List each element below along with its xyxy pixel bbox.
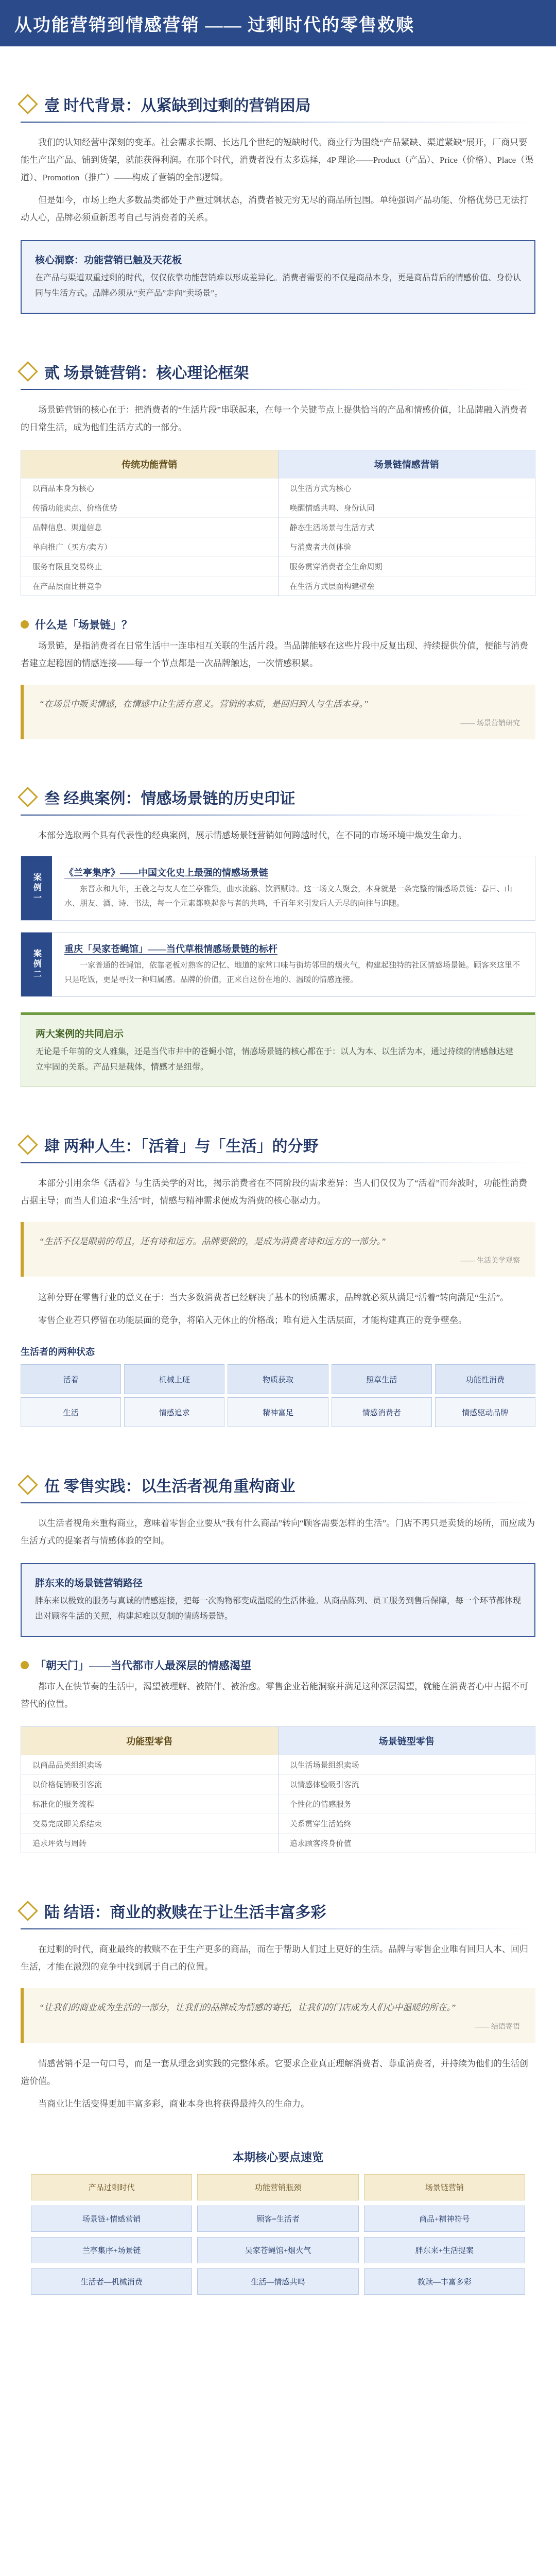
section-2-title: 贰 场景链营销：核心理论框架	[44, 365, 249, 382]
comparison-column-scene	[278, 450, 535, 596]
case-tag: 案例一	[21, 856, 52, 920]
summary-title: 两大案例的共同启示	[36, 1029, 124, 1040]
case-tag: 案例二	[21, 933, 52, 996]
list-item: 以商品品类组织卖场	[21, 1755, 278, 1774]
list-item: 以商品本身为核心	[21, 478, 278, 498]
grid-cell: 精神富足	[228, 1397, 328, 1427]
section-5	[0, 1473, 556, 1853]
callout-text: 在产品与渠道双重过剩的时代，仅仅依靠功能营销难以形成差异化。消费者需要的不仅是商品本身，更是商品背后的情感价值、身份认同与生活方式。品牌必须从“卖产品”走向“卖场景”。	[35, 274, 522, 298]
quote-source: —— 结语寄语	[475, 2023, 520, 2031]
summary-text: 无论是千年前的文人雅集，还是当代市井中的苍蝇小馆，情感场景链的核心都在于：以人为本、以生活为本，通过持续的情感触达建立牢固的关系。产品只是载体，情感才是纽带。	[36, 1047, 514, 1072]
grid-cell: 情感驱动品牌	[435, 1397, 535, 1427]
section-divider	[21, 122, 535, 123]
subheading-title: 「朝天门」——当代都市人最深层的情感渴望	[35, 1659, 251, 1672]
key-point: 救赎—丰富多彩	[364, 2268, 525, 2295]
key-points-grid	[31, 2174, 525, 2295]
list-item: 交易完成即关系结束	[21, 1814, 278, 1833]
insight-callout	[21, 240, 535, 314]
list-item: 静态生活场景与生活方式	[279, 517, 535, 537]
paragraph: 当商业让生活变得更加丰富多彩，商业本身也将获得最持久的生命力。	[38, 2099, 309, 2109]
case-card	[21, 856, 535, 921]
comparison-table	[21, 1726, 535, 1853]
case-title: 重庆「吴家苍蝇馆」——当代草根情感场景链的标杆	[64, 944, 277, 954]
section-divider	[21, 1162, 535, 1163]
section-3-title: 叁 经典案例：情感场景链的历史印证	[44, 790, 296, 807]
comparison-table	[21, 450, 535, 596]
grid-cell: 生活	[21, 1397, 121, 1427]
section-divider	[21, 815, 535, 816]
column-header: 场景链型零售	[279, 1727, 535, 1755]
section-6	[0, 1900, 556, 2113]
key-point: 商品+精神符号	[364, 2206, 525, 2232]
paragraph: 以生活者视角来重构商业，意味着零售企业要从“我有什么商品”转向“顾客需要怎样的生活”。门店不再只是卖货的场所，而应成为生活方式的提案者与情感体验的空间。	[21, 1518, 535, 1546]
title-banner	[0, 0, 556, 46]
diamond-icon	[18, 1475, 38, 1495]
callout-title: 胖东来的场景链营销路径	[35, 1578, 143, 1589]
state-grid	[21, 1364, 535, 1427]
key-point: 生活—情感共鸣	[197, 2268, 358, 2295]
section-6-title: 陆 结语：商业的救赎在于让生活丰富多彩	[44, 1904, 326, 1921]
list-item: 追求坪效与周转	[21, 1833, 278, 1853]
callout-title: 核心洞察：功能营销已触及天花板	[35, 255, 182, 266]
key-point: 顾客=生活者	[197, 2206, 358, 2232]
list-item: 与消费者共创体验	[279, 537, 535, 556]
subheading	[21, 1657, 535, 1673]
summary-box	[21, 1012, 535, 1087]
section-1	[0, 93, 556, 314]
section-5-title: 伍 零售实践：以生活者视角重构商业	[44, 1478, 296, 1495]
section-5-header	[21, 1473, 535, 1496]
quote-block	[21, 1222, 535, 1277]
list-item: 在产品层面比拼竞争	[21, 576, 278, 596]
bullet-icon	[21, 620, 29, 629]
section-3-header	[21, 786, 535, 808]
quote-text: “生活不仅是眼前的苟且，还有诗和远方。品牌要做的，是成为消费者诗和远方的一部分。”	[39, 1236, 386, 1246]
paragraph: 情感营销不是一句口号，而是一套从理念到实践的完整体系。它要求企业真正理解消费者、尊重消费者，并持续为他们的生活创造价值。	[21, 2059, 528, 2086]
paragraph: 本部分选取两个具有代表性的经典案例，展示情感场景链营销如何跨越时代，在不同的市场环境中焕发生命力。	[38, 831, 467, 840]
paragraph: 本部分引用余华《活着》与生活美学的对比，揭示消费者在不同阶段的需求差异：当人们仅仅为了“活着”而奔波时，功能性消费占据主导；而当人们追求“生活”时，情感与精神需求便成为消费的核心驱动力。	[21, 1178, 528, 1206]
key-point: 场景链营销	[364, 2174, 525, 2200]
list-item: 唤醒情感共鸣、身份认同	[279, 498, 535, 517]
paragraph: 但是如今，市场上绝大多数品类都处于严重过剩状态，消费者被无穷无尽的商品所包围。单纯强调产品功能、价格优势已无法打动人心，品牌必须重新思考自己与消费者的关系。	[21, 195, 528, 223]
key-point: 功能营销瓶颈	[197, 2174, 358, 2200]
list-item: 标准化的服务流程	[21, 1794, 278, 1814]
list-item: 关系贯穿生活始终	[279, 1814, 535, 1833]
list-item: 传播功能卖点、价格优势	[21, 498, 278, 517]
section-6-header	[21, 1900, 535, 1922]
section-3	[0, 786, 556, 1087]
grid-cell: 物质获取	[228, 1364, 328, 1394]
comparison-column-traditional	[21, 450, 278, 596]
key-point: 吴家苍蝇馆+烟火气	[197, 2237, 358, 2263]
grid-cell: 功能性消费	[435, 1364, 535, 1394]
quote-block	[21, 685, 535, 739]
diamond-icon	[18, 94, 38, 114]
list-item: 服务有限且交易终止	[21, 556, 278, 576]
quote-source: —— 场景营销研究	[460, 720, 520, 727]
quote-block	[21, 1988, 535, 2043]
case-card	[21, 932, 535, 997]
grid-cell: 情感消费者	[332, 1397, 432, 1427]
bullet-icon	[21, 1661, 29, 1669]
quote-source: —— 生活美学观察	[460, 1257, 520, 1265]
subheading	[21, 617, 535, 632]
diamond-icon	[18, 361, 38, 382]
column-header: 功能型零售	[21, 1727, 278, 1755]
callout-text: 胖东来以极致的服务与真诚的情感连接，把每一次购物都变成温暖的生活体验。从商品陈列、员工服务到售后保障，每一个环节都体现出对顾客生活的关照，构建起难以复制的情感场景链。	[35, 1597, 522, 1621]
section-divider	[21, 389, 535, 390]
diamond-icon	[18, 1134, 38, 1155]
list-item: 品牌信息、渠道信息	[21, 517, 278, 537]
paragraph: 都市人在快节奏的生活中，渴望被理解、被陪伴、被治愈。零售企业若能洞察并满足这种深层渴望，就能在消费者心中占据不可替代的位置。	[21, 1682, 528, 1709]
diamond-icon	[18, 787, 38, 807]
case-text: 东晋永和九年，王羲之与友人在兰亭雅集，曲水流觞、饮酒赋诗。这一场文人聚会，本身就是一条完整的情感场景链：春日、山水、朋友、酒、诗、书法，每一个元素都唤起参与者的共鸣，千百年来引发后人无尽的向往与追随。	[64, 885, 513, 908]
case-text: 一家普通的苍蝇馆，依靠老板对熟客的记忆、地道的家常口味与街坊邻里的烟火气，构建起独特的社区情感场景链。顾客来这里不只是吃饭，更是寻找一种归属感。品牌的价值，正来自这份在地的、温暖的情感连接。	[64, 961, 520, 984]
comparison-column-functional	[21, 1727, 278, 1853]
paragraph: 在过剩的时代，商业最终的救赎不在于生产更多的商品，而在于帮助人们过上更好的生活。品牌与零售企业唯有回归人本、回归生活，才能在激烈的竞争中找到属于自己的位置。	[21, 1944, 528, 1972]
key-point: 兰亭集序+场景链	[31, 2237, 192, 2263]
closing-title: 本期核心要点速览	[232, 2151, 323, 2164]
section-divider	[21, 1502, 535, 1503]
column-header: 场景链情感营销	[279, 450, 535, 478]
page-title: 从功能营销到情感营销 —— 过剩时代的零售救赎	[14, 15, 414, 35]
section-4	[0, 1133, 556, 1427]
subheading-title: 什么是「场景链」？	[35, 619, 132, 631]
key-point: 胖东来+生活提案	[364, 2237, 525, 2263]
quote-text: “在场景中贩卖情感，在情感中让生活有意义。营销的本质，是回归到人与生活本身。”	[39, 699, 369, 709]
list-item: 追求顾客终身价值	[279, 1833, 535, 1853]
section-1-header	[21, 93, 535, 115]
list-item: 以生活场景组织卖场	[279, 1755, 535, 1774]
list-item: 个性化的情感服务	[279, 1794, 535, 1814]
grid-cell: 照章生活	[332, 1364, 432, 1394]
practice-callout	[21, 1563, 535, 1637]
section-1-title: 壹 时代背景：从紧缺到过剩的营销困局	[44, 97, 311, 114]
grid-cell: 活着	[21, 1364, 121, 1394]
list-item: 服务贯穿消费者全生命周期	[279, 556, 535, 576]
section-2	[0, 360, 556, 739]
list-item: 在生活方式层面构建壁垒	[279, 576, 535, 596]
list-item: 以情感体验吸引客流	[279, 1774, 535, 1794]
paragraph: 我们的认知经营中深刻的变革。社会需求长期、长达几个世纪的短缺时代。商业行为围绕“产品紧缺、渠道紧缺”展开，厂商只要能生产出产品、铺到货架，就能获得利润。在那个时代，消费者没有太多选择，4P 理论——Product（产品）、Price（价格）、Place（渠道）、Promotion（推广）——构成了营销的全部逻辑。	[21, 138, 534, 182]
paragraph: 零售企业若只停留在功能层面的竞争，将陷入无休止的价格战；唯有进入生活层面，才能构建真正的竞争壁垒。	[38, 1315, 467, 1325]
grid-title: 生活者的两种状态	[21, 1347, 95, 1357]
comparison-column-scene-retail	[278, 1727, 535, 1853]
grid-cell: 机械上班	[124, 1364, 224, 1394]
key-point: 产品过剩时代	[31, 2174, 192, 2200]
paragraph: 场景链营销的核心在于：把消费者的“生活片段”串联起来，在每一个关键节点上提供恰当的产品和情感价值，让品牌融入消费者的日常生活，成为他们生活方式的一部分。	[21, 405, 528, 432]
key-point: 生活者—机械消费	[31, 2268, 192, 2295]
list-item: 以生活方式为核心	[279, 478, 535, 498]
quote-text: “让我们的商业成为生活的一部分，让我们的品牌成为情感的寄托，让我们的门店成为人们心中温暖的所在。”	[39, 2003, 456, 2012]
grid-cell: 情感追求	[124, 1397, 224, 1427]
diamond-icon	[18, 1901, 38, 1921]
case-title: 《兰亭集序》——中国文化史上最强的情感场景链	[64, 868, 268, 878]
paragraph: 这种分野在零售行业的意义在于：当大多数消费者已经解决了基本的物质需求，品牌就必须从满足“活着”转向满足“生活”。	[38, 1293, 509, 1302]
key-point: 场景链+情感营销	[31, 2206, 192, 2232]
section-4-header	[21, 1133, 535, 1156]
section-2-header	[21, 360, 535, 383]
section-divider	[21, 1928, 535, 1929]
paragraph: 场景链，是指消费者在日常生活中一连串相互关联的生活片段。当品牌能够在这些片段中反复出现、持续提供价值，便能与消费者建立起稳固的情感连接——每一个节点都是一次品牌触达，一次情感积累。	[21, 641, 528, 668]
list-item: 单向推广（买方/卖方）	[21, 537, 278, 556]
section-4-title: 肆 两种人生：「活着」与「生活」的分野	[44, 1138, 319, 1155]
list-item: 以价格促销吸引客流	[21, 1774, 278, 1794]
column-header: 传统功能营销	[21, 450, 278, 478]
